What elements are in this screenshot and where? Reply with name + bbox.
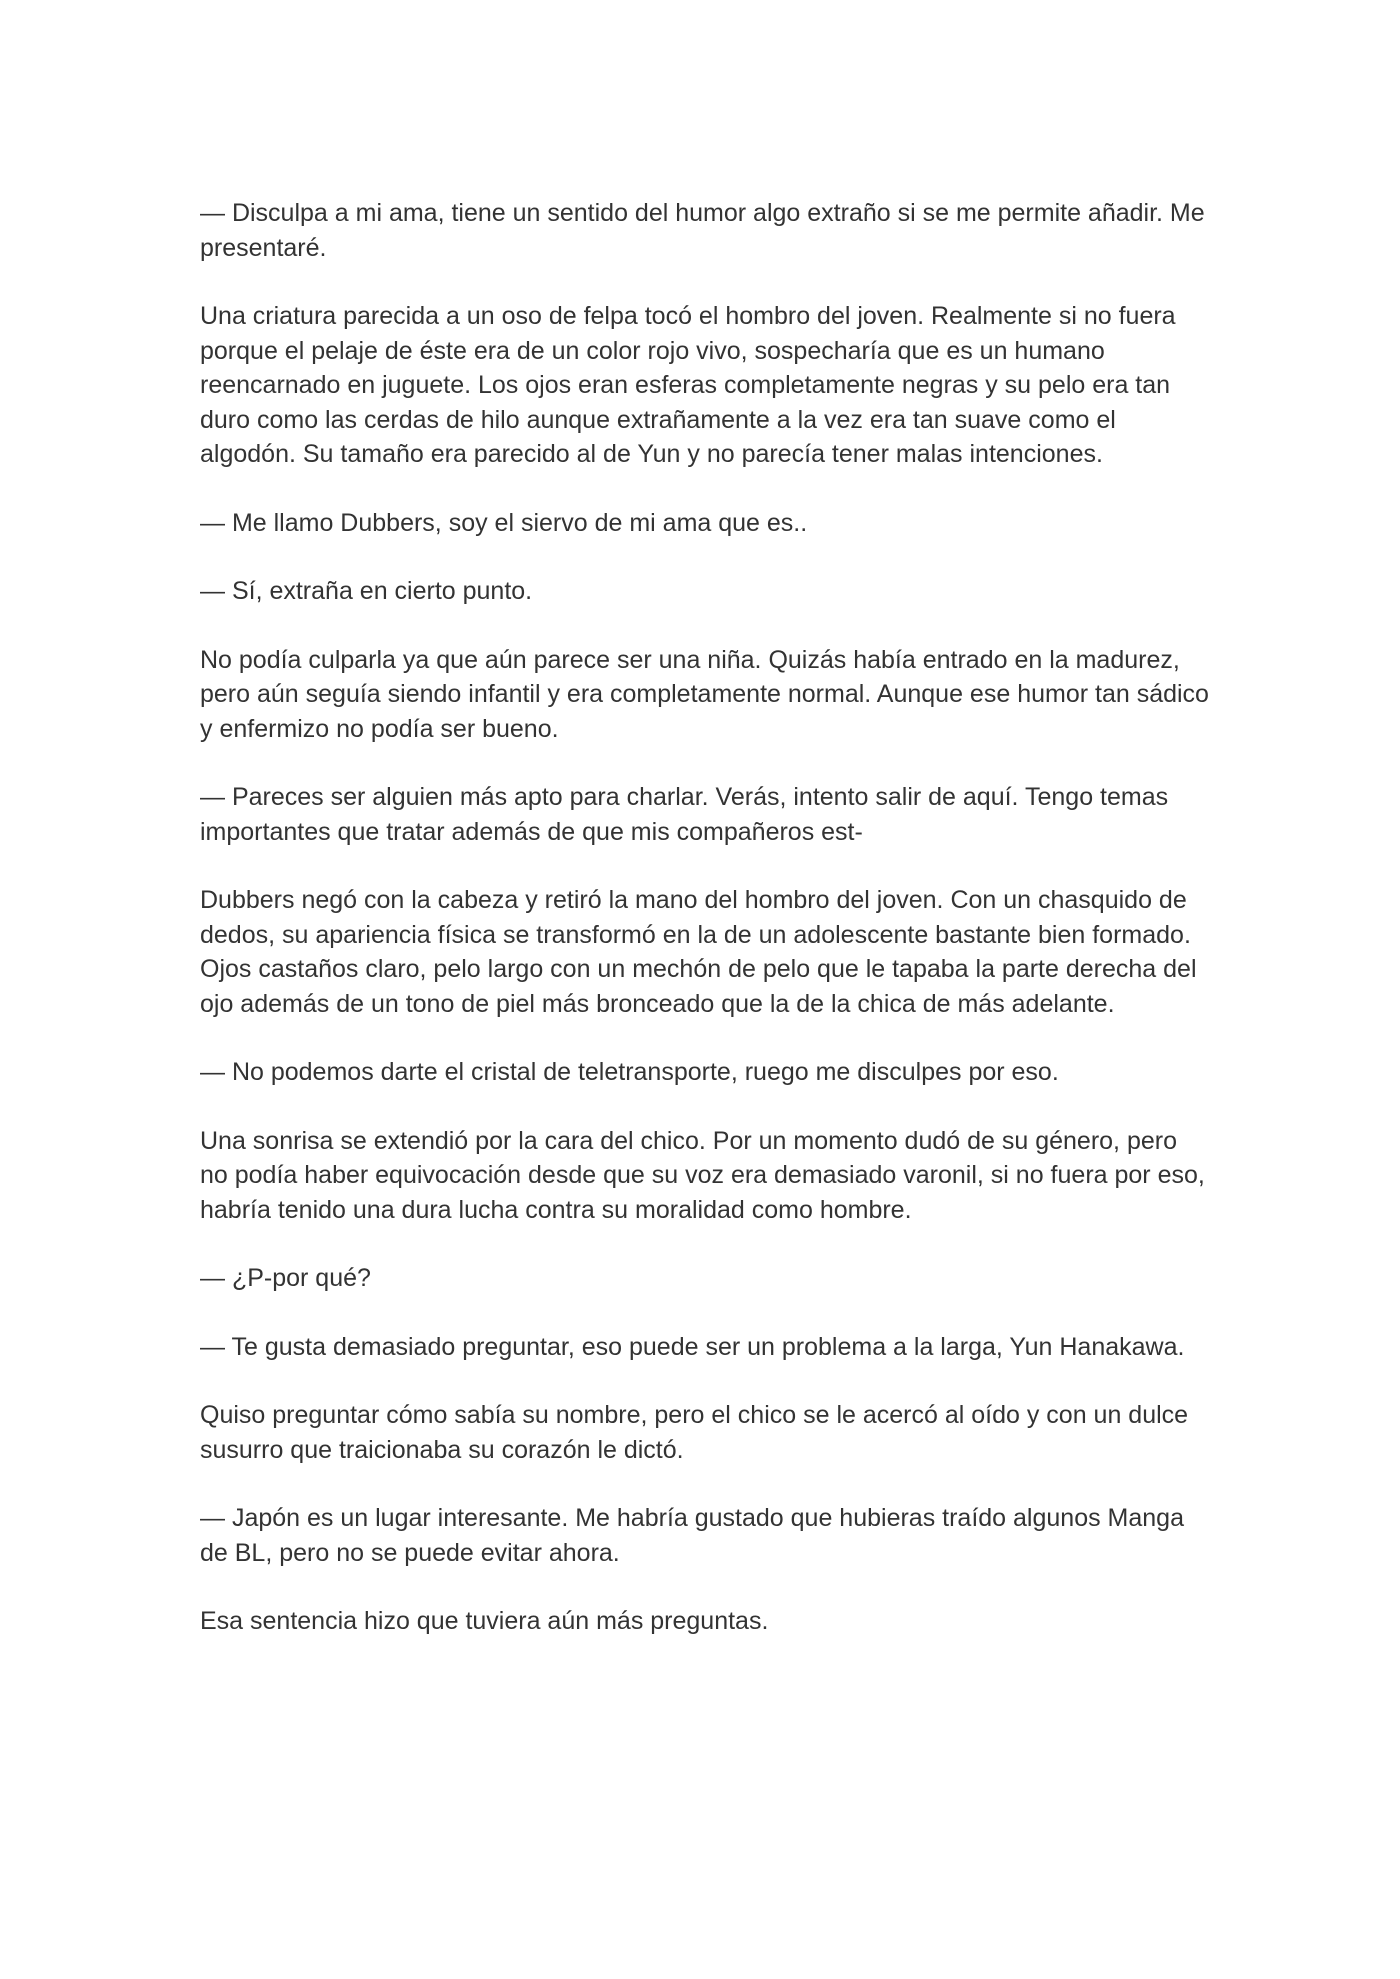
paragraph: — Pareces ser alguien más apto para charlar. Verás, intento salir de aquí. Tengo temas importantes que tratar además de que mis compañeros est-: [200, 783, 1169, 846]
paragraph: — ¿P-por qué?: [200, 1264, 371, 1292]
paragraph: — Japón es un lugar interesante. Me habría gustado que hubieras traído algunos Manga de BL, pero no se puede evitar ahora.: [200, 1504, 1184, 1567]
paragraph: Una sonrisa se extendió por la cara del chico. Por un momento dudó de su género, pero no podía haber equivocación desde que su voz era demasiado varonil, si no fuera por eso, habría tenido una dura lucha contra su moralidad como hombre.: [200, 1126, 1205, 1224]
paragraph: — No podemos darte el cristal de teletransporte, ruego me disculpes por eso.: [200, 1058, 1059, 1086]
paragraph: — Me llamo Dubbers, soy el siervo de mi ama que es..: [200, 508, 808, 537]
paragraph: Dubbers negó con la cabeza y retiró la mano del hombro del joven. Con un chasquido de dedos, su apariencia física se transformó en la de un adolescente bastante bien formado. Ojos castaños claro, pelo largo con un mechón de pelo que le tapaba la parte derecha del ojo además de un tono de piel más bronceado que la de la chica de más adelante.: [200, 886, 1197, 1018]
paragraph: — Disculpa a mi ama, tiene un sentido del humor algo extraño si se me permite añadir. Me presentaré.: [200, 199, 1205, 262]
paragraph: — Sí, extraña en cierto punto.: [200, 577, 533, 605]
document-body: [200, 196, 1210, 1673]
paragraph: No podía culparla ya que aún parece ser una niña. Quizás había entrado en la madurez, pero aún seguía siendo infantil y era completamente normal. Aunque ese humor tan sádico y enfermizo no podía ser bueno.: [200, 645, 1209, 743]
paragraph: Esa sentencia hizo que tuviera aún más preguntas.: [200, 1607, 769, 1635]
paragraph: — Te gusta demasiado preguntar, eso puede ser un problema a la larga, Yun Hanakawa.: [200, 1332, 1185, 1361]
paragraph: Quiso preguntar cómo sabía su nombre, pero el chico se le acercó al oído y con un dulce susurro que traicionaba su corazón le dictó.: [200, 1401, 1189, 1464]
paragraph: Una criatura parecida a un oso de felpa tocó el hombro del joven. Realmente si no fuera porque el pelaje de éste era de un color rojo vivo, sospecharía que es un humano reencarnado en juguete. Los ojos eran esferas completamente negras y su pelo era tan duro como las cerdas de hilo aunque extrañamente a la vez era tan suave como el algodón. Su tamaño era parecido al de Yun y no parecía tener malas intenciones.: [200, 302, 1176, 468]
